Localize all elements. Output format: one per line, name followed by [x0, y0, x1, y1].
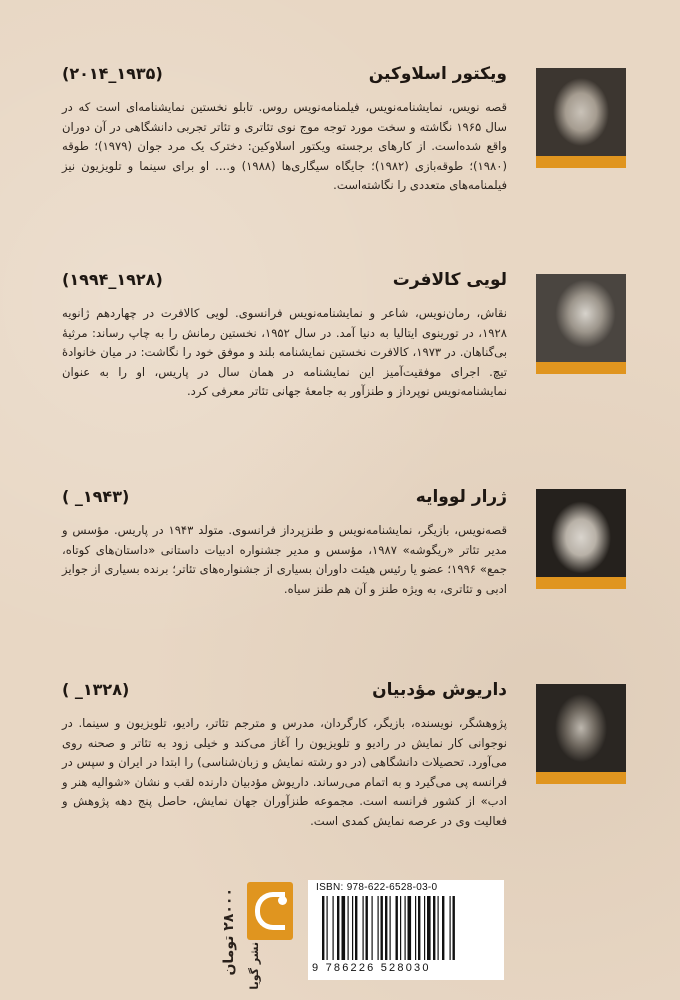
author-name: ویکتور اسلاوکین	[368, 64, 507, 84]
author-name: داریوش مؤدبیان	[372, 680, 507, 700]
author-bio: قصه‌نویس، بازیگر، نمایشنامه‌نویس و طنزپرداز فرانسوی. متولد ۱۹۴۳ در پاریس. مؤسس و مدیر تئاتر «ریگوشه» ۱۹۸۷، مؤسس و مدیر جشنواره ادبیات داستانی «داستان‌های کوتاه، جمع» ۱۹۹۶؛ عضو یا رئیس هیئت داوران بسیاری از جشنواره‌های تئاتر؛ برنده بسیاری از جوایز ادبی و تئاتری، به ویژه طنز و آن هم طنز سیاه.	[62, 523, 507, 596]
author-bio: قصه نویس، نمایشنامه‌نویس، فیلمنامه‌نویس روس. تابلو نخستین نمایشنامه‌ای است که در سال ۱۹۶۵ نگاشته و سخت مورد توجه موج نوی تئاتری و تئاتر تجربی دانشگاهی در آن دوران واقع شده‌است. از کارهای برجسته ویکتور اسلاوکین: دخترک یک مرد جوان (۱۹۷۹)؛ طوقه (۱۹۸۰)؛ طوقه‌بازی (۱۹۸۲)؛ جایگاه سیگاری‌ها (۱۹۸۸) و.... او برای سینما و تلویزیون نیز فیلمنامه‌های متعددی را نگاشته‌است.	[62, 100, 508, 192]
author-bio: نقاش، رمان‌نویس، شاعر و نمایشنامه‌نویس فرانسوی. لویی کالافرت در چهاردهم ژانویه ۱۹۲۸، در تورینوی ایتالیا به دنیا آمد. در سال ۱۹۵۲، نخستین رمانش را به چاپ رساند: مرثیهٔ بی‌گناهان. در ۱۹۷۳، کالافرت نخستین نمایشنامه بلند و موفق خود را نگاشت: در میان خانوادهٔ تیچ. اجرای موفقیت‌آمیز این نمایشنامه در همان سال در پاریس، او را به عنوان نمایشنامه‌نویس نوپرداز و طنزآور به جامعهٔ جهانی تئاتر معرفی کرد.	[62, 306, 507, 398]
publisher-logo-icon	[247, 882, 293, 940]
author-text	[62, 680, 507, 831]
author-photo	[536, 684, 626, 784]
author-header	[62, 270, 507, 290]
price-label: ۲۸۰۰۰ تومان	[221, 888, 237, 976]
barcode-panel	[308, 880, 504, 980]
author-header	[62, 64, 507, 84]
author-text	[62, 270, 507, 402]
photo-accent-bar	[536, 362, 626, 374]
publisher-name: نشر گویا	[248, 942, 261, 990]
author-name: لویی کالافرت	[392, 270, 507, 290]
publisher-logo	[247, 882, 297, 940]
author-dates: (۱۹۲۸_۱۹۹۴)	[62, 270, 163, 289]
author-dates: (۱۹۴۳_ )	[62, 487, 130, 506]
barcode-icon	[322, 896, 494, 960]
portrait-icon	[536, 68, 626, 156]
author-dates: (۱۹۳۵_۲۰۱۴)	[62, 64, 163, 83]
author-header	[62, 487, 507, 507]
author-photo	[536, 489, 626, 589]
portrait-icon	[536, 489, 626, 577]
author-text	[62, 487, 507, 599]
photo-accent-bar	[536, 577, 626, 589]
portrait-icon	[536, 274, 626, 362]
author-photo	[536, 274, 626, 374]
author-name: ژرار لووایه	[415, 487, 507, 507]
author-text	[62, 64, 507, 196]
barcode-digits: 9 786226 528030	[312, 962, 431, 974]
author-photo	[536, 68, 626, 168]
author-bio: پژوهشگر، نویسنده، بازیگر، کارگردان، مدرس و مترجم تئاتر، رادیو، تلویزیون و سینما. در نوجوانی کار نمایش در رادیو و تلویزیون را آغاز می‌کند و خیلی زود به تئاتر و صحنه روی می‌آورد. تحصیلات دانشگاهی (در دو رشته نمایش و زبان‌شناسی) را ابتدا در ایران و سپس در فرانسه پی می‌گیرد و به اتمام می‌رساند. داریوش مؤدبیان دارنده لقب و نشان «شوالیه هنر و ادب» از کشور فرانسه است. مجموعه طنزآوران جهان نمایش، حاصل پنج دهه پژوهش و فعالیت وی در عرصه نمایش کمدی است.	[62, 716, 507, 828]
author-header	[62, 680, 507, 700]
portrait-icon	[536, 684, 626, 772]
author-dates: (۱۳۲۸_ )	[62, 680, 130, 699]
isbn-text: ISBN: 978-622-6528-03-0	[316, 882, 438, 893]
photo-accent-bar	[536, 156, 626, 168]
photo-accent-bar	[536, 772, 626, 784]
